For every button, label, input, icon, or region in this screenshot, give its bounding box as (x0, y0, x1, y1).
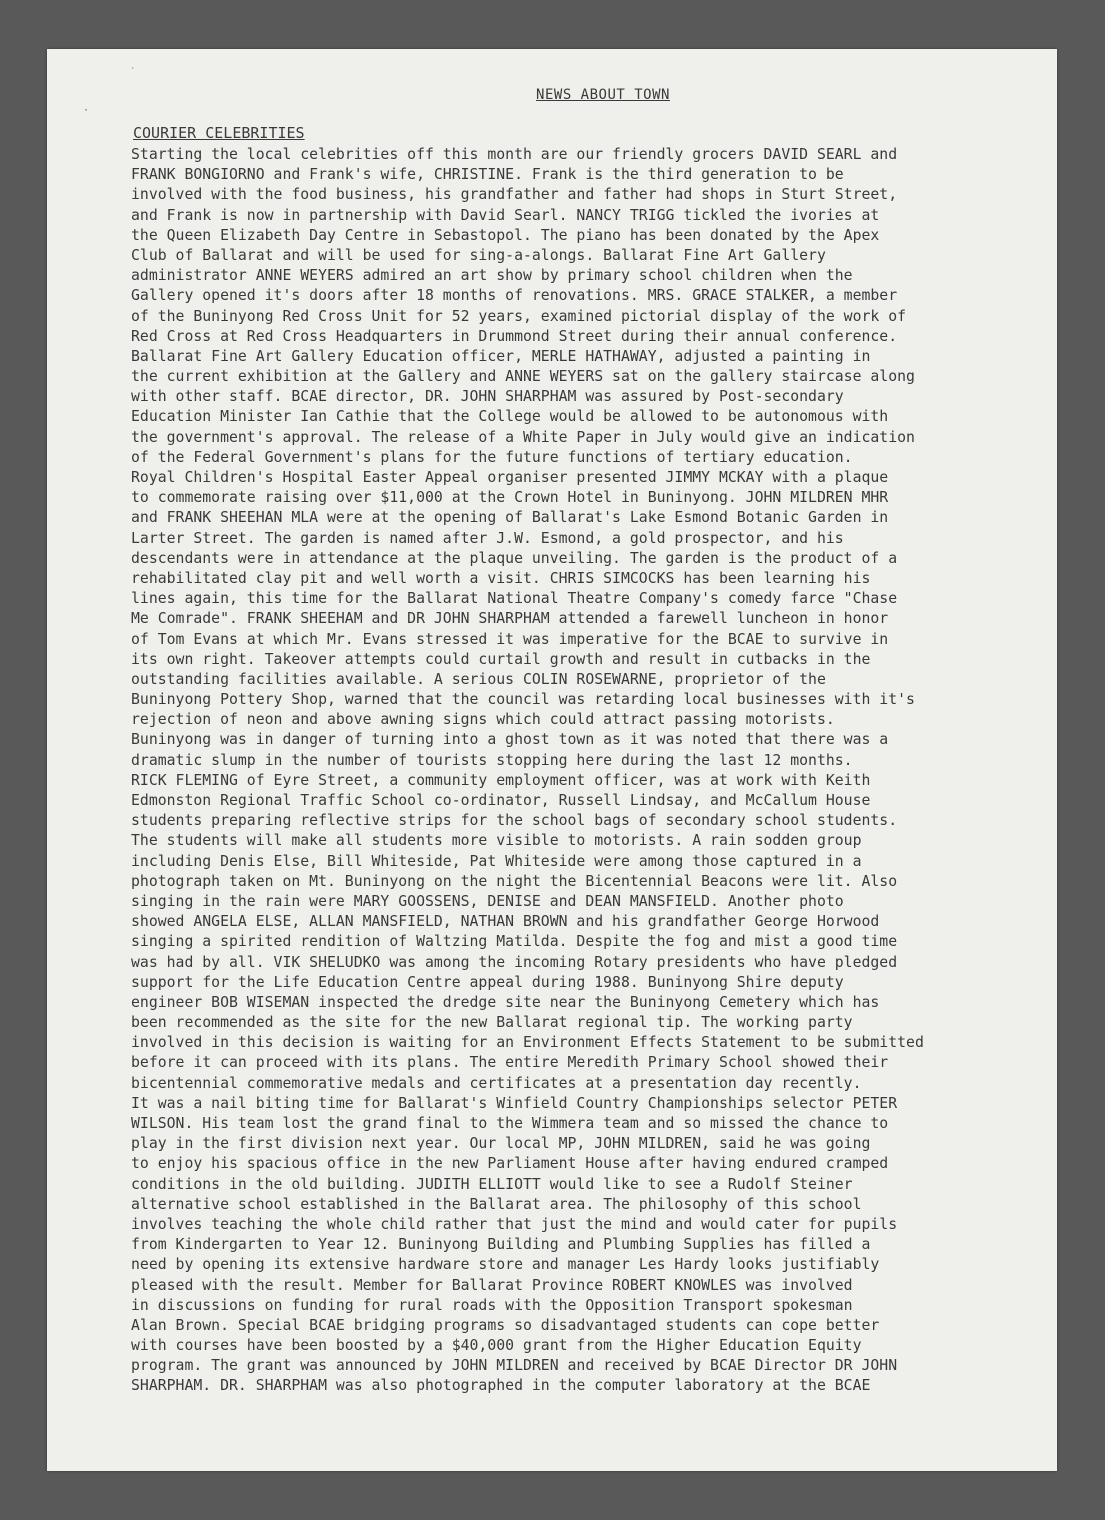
section-heading: COURIER CELEBRITIES (133, 124, 305, 142)
text-line: the Queen Elizabeth Day Centre in Sebastopol. The piano has been donated by the Apex (131, 226, 880, 244)
text-line: It was a nail biting time for Ballarat's Winfield Country Championships selector PETER (131, 1094, 898, 1112)
text-line: and FRANK SHEEHAN MLA were at the opening of Ballarat's Lake Esmond Botanic Garden in (131, 509, 889, 527)
text-line: lines again, this time for the Ballarat National Theatre Company's comedy farce "Chase (131, 590, 898, 608)
text-line: in discussions on funding for rural roads with the Opposition Transport spokesman (131, 1296, 853, 1314)
page-title: NEWS ABOUT TOWN (536, 87, 670, 103)
text-line: Ballarat Fine Art Gallery Education officer, MERLE HATHAWAY, adjusted a painting in (131, 347, 871, 365)
text-line: singing a spirited rendition of Waltzing Matilda. Despite the fog and mist a good time (131, 933, 898, 951)
text-line: descendants were in attendance at the plaque unveiling. The garden is the product of a (131, 549, 898, 567)
text-line: rejection of neon and above awning signs which could attract passing motorists. (131, 711, 835, 729)
text-line: photograph taken on Mt. Buninyong on the night the Bicentennial Beacons were lit. Also (131, 872, 898, 890)
text-line: Red Cross at Red Cross Headquarters in Drummond Street during their annual conference. (131, 327, 898, 345)
text-line: involves teaching the whole child rather that just the mind and would cater for pupils (131, 1215, 898, 1233)
text-line: singing in the rain were MARY GOOSSENS, DENISE and DEAN MANSFIELD. Another photo (131, 892, 844, 910)
text-line: FRANK BONGIORNO and Frank's wife, CHRISTINE. Frank is the third generation to be (131, 166, 844, 184)
text-line: RICK FLEMING of Eyre Street, a community employment officer, was at work with Keith (131, 771, 871, 789)
text-line: program. The grant was announced by JOHN MILDREN and received by BCAE Director DR JOHN (131, 1357, 898, 1375)
text-line: Larter Street. The garden is named after J.W. Esmond, a gold prospector, and his (131, 529, 844, 547)
text-line: been recommended as the site for the new Ballarat regional tip. The working party (131, 1014, 853, 1032)
text-line: WILSON. His team lost the grand final to the Wimmera team and so missed the chance to (131, 1115, 889, 1132)
text-line: involved in this decision is waiting for an Environment Effects Statement to be submitted (131, 1034, 924, 1052)
text-line: need by opening its extensive hardware store and manager Les Hardy looks justifiably (131, 1256, 880, 1274)
text-line: before it can proceed with its plans. The entire Meredith Primary School showed their (131, 1054, 889, 1072)
text-line: play in the first division next year. Our local MP, JOHN MILDREN, said he was going (131, 1135, 871, 1153)
text-line: engineer BOB WISEMAN inspected the dredge site near the Buninyong Cemetery which has (131, 993, 880, 1011)
document-page (47, 49, 1057, 1471)
text-line: to commemorate raising over $11,000 at the Crown Hotel in Buninyong. JOHN MILDREN MHR (131, 489, 889, 507)
text-line: was had by all. VIK SHELUDKO was among the incoming Rotary presidents who have pledged (131, 953, 898, 971)
text-line: Buninyong Pottery Shop, warned that the council was retarding local businesses with it's (131, 691, 915, 709)
text-line: students preparing reflective strips for the school bags of secondary school students. (131, 812, 898, 830)
text-line: administrator ANNE WEYERS admired an art show by primary school children when the (131, 267, 853, 285)
text-line: rehabilitated clay pit and well worth a visit. CHRIS SIMCOCKS has been learning his (131, 569, 871, 587)
text-line: the current exhibition at the Gallery and ANNE WEYERS sat on the gallery staircase along (131, 368, 915, 386)
article-body (131, 145, 1041, 1397)
text-line: and Frank is now in partnership with David Searl. NANCY TRIGG tickled the ivories at (131, 206, 880, 224)
text-line: Me Comrade". FRANK SHEEHAM and DR JOHN SHARPHAM attended a farewell luncheon in honor (131, 610, 889, 628)
text-line: Starting the local celebrities off this month are our friendly grocers DAVID SEARL and (131, 146, 898, 163)
text-line: of the Federal Government's plans for the future functions of tertiary education. (131, 448, 853, 466)
text-line: to enjoy his spacious office in the new Parliament House after having endured cramped (131, 1155, 889, 1173)
text-line: alternative school established in the Ballarat area. The philosophy of this school (131, 1195, 862, 1213)
text-line: showed ANGELA ELSE, ALLAN MANSFIELD, NATHAN BROWN and his grandfather George Horwood (131, 913, 880, 931)
text-line: Buninyong was in danger of turning into a ghost town as it was noted that there was a (131, 731, 889, 749)
text-line: with courses have been boosted by a $40,000 grant from the Higher Education Equity (131, 1337, 862, 1355)
text-line: involved with the food business, his grandfather and father had shops in Sturt Street, (131, 186, 898, 204)
text-line: from Kindergarten to Year 12. Buninyong Building and Plumbing Supplies has filled a (131, 1236, 871, 1254)
margin-mark: ˋ (131, 67, 135, 78)
text-line: of Tom Evans at which Mr. Evans stressed it was imperative for the BCAE to survive in (131, 630, 889, 648)
text-line: conditions in the old building. JUDITH ELLIOTT would like to see a Rudolf Steiner (131, 1175, 853, 1193)
text-line: including Denis Else, Bill Whiteside, Pat Whiteside were among those captured in a (131, 852, 862, 870)
text-line: its own right. Takeover attempts could curtail growth and result in cutbacks in the (131, 650, 871, 668)
text-line: outstanding facilities available. A serious COLIN ROSEWARNE, proprietor of the (131, 670, 826, 688)
text-line: Royal Children's Hospital Easter Appeal organiser presented JIMMY MCKAY with a plaque (131, 469, 889, 486)
text-line: Edmonston Regional Traffic School co-ordinator, Russell Lindsay, and McCallum House (131, 792, 871, 809)
text-line: dramatic slump in the number of tourists stopping here during the last 12 months. (131, 751, 853, 769)
text-line: The students will make all students more visible to motorists. A rain sodden group (131, 832, 862, 850)
text-line: Alan Brown. Special BCAE bridging programs so disadvantaged students can cope better (131, 1316, 880, 1334)
text-line: SHARPHAM. DR. SHARPHAM was also photographed in the computer laboratory at the BCAE (131, 1377, 871, 1395)
text-line: Club of Ballarat and will be used for sing-a-alongs. Ballarat Fine Art Gallery (131, 246, 826, 264)
text-line: the government's approval. The release of a White Paper in July would give an indication (131, 428, 915, 446)
text-line: of the Buninyong Red Cross Unit for 52 years, examined pictorial display of the work of (131, 307, 907, 325)
text-line: support for the Life Education Centre appeal during 1988. Buninyong Shire deputy (131, 973, 844, 991)
text-line: pleased with the result. Member for Ballarat Province ROBERT KNOWLES was involved (131, 1276, 853, 1294)
text-line: bicentennial commemorative medals and certificates at a presentation day recently. (131, 1074, 862, 1092)
text-line: with other staff. BCAE director, DR. JOHN SHARPHAM was assured by Post-secondary (131, 388, 844, 406)
text-line: Education Minister Ian Cathie that the College would be allowed to be autonomous with (131, 408, 889, 426)
margin-mark: · (83, 105, 90, 116)
text-line: Gallery opened it's doors after 18 months of renovations. MRS. GRACE STALKER, a member (131, 287, 898, 305)
